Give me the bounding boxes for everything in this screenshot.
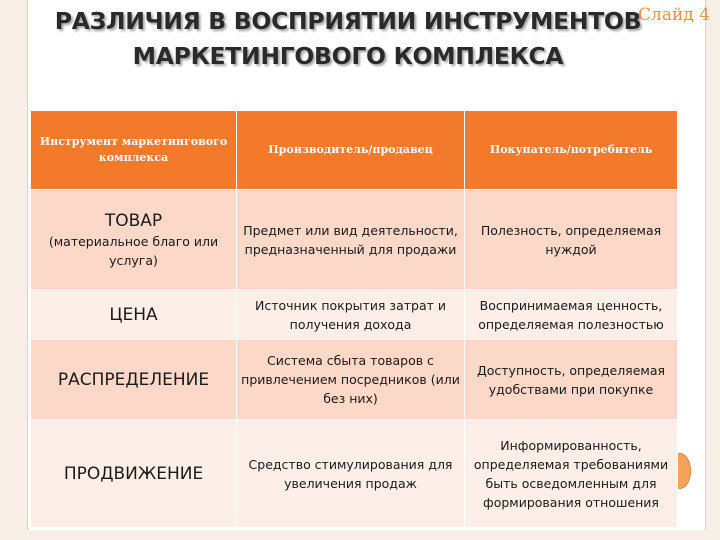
seller-cell: Средство стимулирования для увеличения продаж xyxy=(237,420,465,528)
instrument-note: (материальное благо или услуга) xyxy=(48,233,219,268)
instrument-name: ПРОДВИЖЕНИЕ xyxy=(63,463,204,484)
instrument-cell xyxy=(31,290,237,340)
slide-right-border xyxy=(705,0,720,540)
table-row xyxy=(31,420,678,528)
marketing-mix-table xyxy=(30,110,678,528)
buyer-cell: Полезность, определяемая нуждой xyxy=(465,190,678,290)
instrument-cell xyxy=(31,420,237,528)
table-row xyxy=(31,340,678,420)
header-instrument: Инструмент маркетингового комплекса xyxy=(31,111,237,190)
slide-title: РАЗЛИЧИЯ В ВОСПРИЯТИИ ИНСТРУМЕНТОВ МАРКЕТИНГОВОГО КОМПЛЕКСА xyxy=(54,7,642,70)
table-header-row xyxy=(31,111,678,190)
instrument-name: ТОВАР xyxy=(104,210,163,231)
table-row xyxy=(31,290,678,340)
seller-cell: Источник покрытия затрат и получения дохода xyxy=(237,290,465,340)
instrument-name: РАСПРЕДЕЛЕНИЕ xyxy=(57,369,210,390)
table-row xyxy=(31,190,678,290)
slide-number: Слайд 4 xyxy=(638,5,710,25)
seller-cell: Предмет или вид деятельности, предназначенный для продажи xyxy=(237,190,465,290)
slide-bottom-border xyxy=(0,530,720,540)
instrument-name: ЦЕНА xyxy=(109,304,158,325)
header-buyer: Покупатель/потребитель xyxy=(465,111,678,190)
instrument-cell xyxy=(31,340,237,420)
instrument-cell xyxy=(31,190,237,290)
buyer-cell: Информированность, определяемая требованиями быть осведомленным для формирования отношения xyxy=(465,420,678,528)
buyer-cell: Воспринимаемая ценность, определяемая полезностью xyxy=(465,290,678,340)
header-seller: Производитель/продавец xyxy=(237,111,465,190)
buyer-cell: Доступность, определяемая удобствами при покупке xyxy=(465,340,678,420)
slide-left-border xyxy=(0,0,28,540)
seller-cell: Система сбыта товаров с привлечением посредников (или без них) xyxy=(237,340,465,420)
